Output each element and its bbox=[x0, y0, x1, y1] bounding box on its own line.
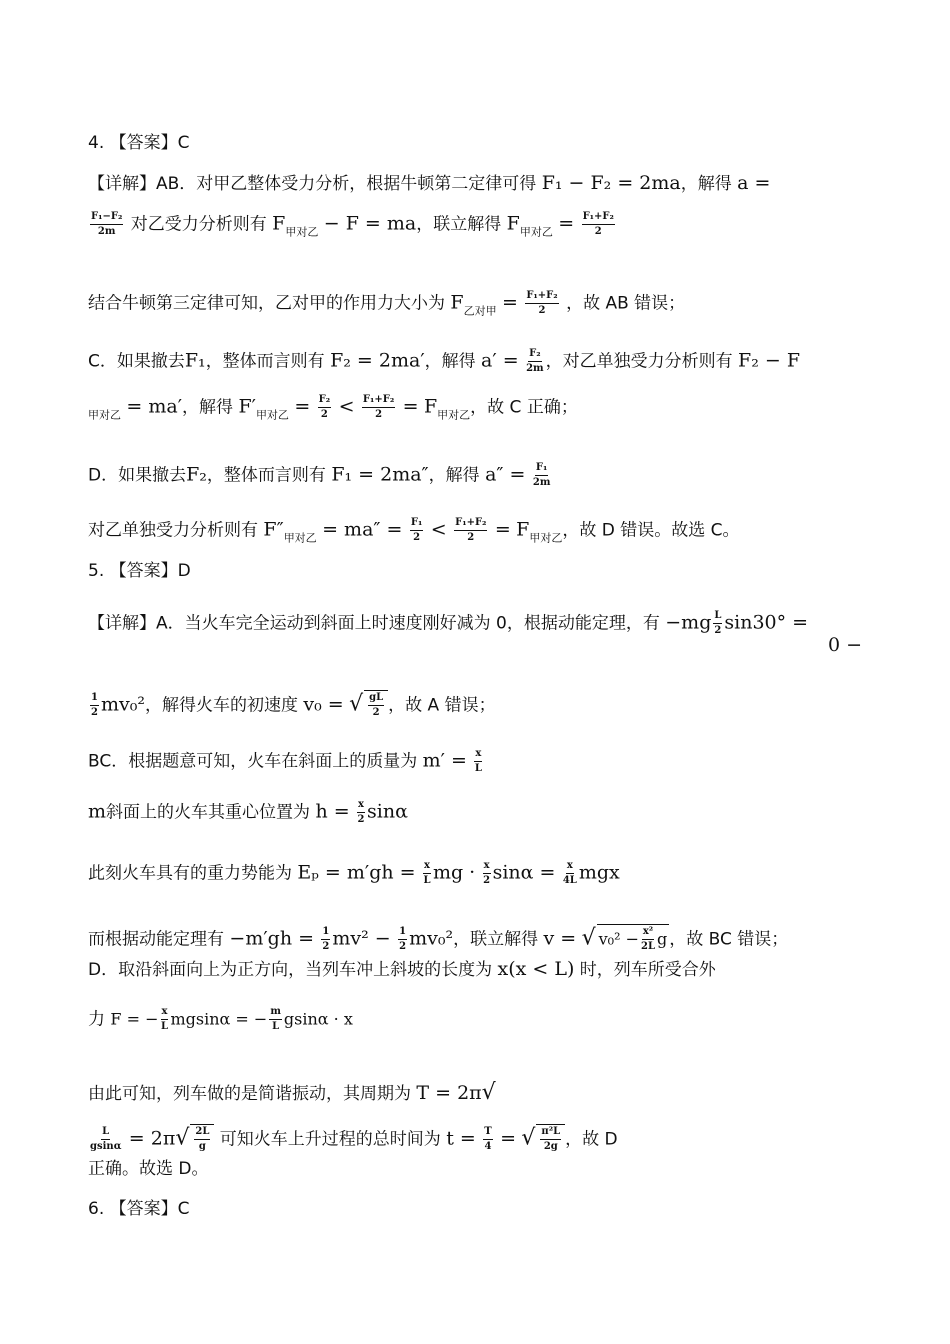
fraction: $\frac{m}{L}$ bbox=[270, 1006, 281, 1032]
fraction: $\frac{gL}{2}$ bbox=[369, 692, 384, 718]
fraction: $\frac{\text{x²}}{2L}$ bbox=[640, 926, 655, 952]
fraction: $\frac{x}{2}$ bbox=[483, 860, 491, 886]
radical: √ bbox=[349, 691, 364, 717]
q4-line-1: 【详解】AB．对甲乙整体受力分析，根据牛顿第二定律可得 F₁ − F₂ = 2ma，解得 a = bbox=[88, 172, 771, 194]
q5-line-9: 由此可知，列车做的是简谐振动，其周期为 T = 2π√ bbox=[88, 1080, 496, 1105]
q5-line-3: BC．根据题意可知，火车在斜面上的质量为 m′ = $\frac{x}{L}$ bbox=[88, 748, 482, 774]
q5-line-5: 此刻火车具有的重力势能为 Eₚ = m′gh = $\frac{x}{L}$ mg · $\frac{x}{2}$ sinα = $\frac{x}{4L}$ mgx bbox=[88, 860, 620, 886]
q6-heading: 6. 【答案】C bbox=[88, 1199, 190, 1219]
fraction: $\frac{\text{F₁+F₂}}{2}$ bbox=[526, 290, 558, 316]
fraction: $\frac{\text{F₁}}{2m}$ bbox=[532, 462, 551, 488]
fraction: $\frac{\text{F₁}}{2}$ bbox=[410, 517, 423, 543]
fraction: $\frac{x}{L}$ bbox=[474, 748, 482, 774]
fraction: $\frac{\text{π²L}}{2g}$ bbox=[541, 1126, 561, 1152]
fraction: $\frac{1}{2}$ bbox=[399, 926, 407, 952]
fraction: $\frac{\text{F₂}}{2}$ bbox=[318, 394, 331, 420]
fraction: $\frac{x}{2}$ bbox=[357, 799, 365, 825]
fraction: $\frac{\text{F₁+F₂}}{2}$ bbox=[362, 394, 395, 420]
q5-line-10: $\frac{L}{gsin\alpha}$ = 2π√ $\frac{2L}{g}$ 可知火车上升过程的总时间为 t = $\frac{T}{4}$ = √ $\frac{\text{π²L}}{2g}$ ，故 D bbox=[90, 1125, 618, 1152]
q4-line-5: $_{甲对乙}$ = ma′，解得 $F'_{甲对乙}$ = $\frac{\text{F₂}}{2}$ < $\frac{\text{F₁+F₂}}{2}$ = $F_{甲对乙}$，故 C 正确； bbox=[88, 394, 578, 422]
q5-heading: 5. 【答案】D bbox=[88, 561, 191, 581]
fraction: $\frac{x}{4L}$ bbox=[562, 860, 577, 886]
fraction: $\frac{\text{F₂}}{2m}$ bbox=[526, 348, 544, 374]
q5-line-1b: 0 − bbox=[828, 634, 863, 656]
fraction: $\frac{x}{L}$ bbox=[160, 1006, 168, 1032]
fraction: $\frac{2L}{g}$ bbox=[195, 1126, 210, 1152]
fraction: $\frac{\text{F₁+F₂}}{2}$ bbox=[582, 211, 614, 237]
radical: √ bbox=[521, 1125, 536, 1151]
q5-line-4: m斜面上的火车其重心位置为 h = $\frac{x}{2}$ sinα bbox=[88, 799, 408, 825]
fraction: $\frac{1}{2}$ bbox=[322, 926, 330, 952]
q4-line-4: C．如果撤去F₁，整体而言则有 F₂ = 2ma′，解得 a′ = $\frac{\text{F₂}}{2m}$ ，对乙单独受力分析则有 F₂ − F bbox=[88, 348, 800, 374]
radical: √ bbox=[175, 1125, 190, 1151]
fraction: $\frac{x}{L}$ bbox=[423, 860, 431, 886]
q4-line-6: D．如果撤去F₂，整体而言则有 F₁ = 2ma″，解得 a″ = $\frac{\text{F₁}}{2m}$ bbox=[88, 462, 551, 488]
radical: √ bbox=[581, 925, 596, 951]
fraction: $\frac{L}{gsin\alpha}$ bbox=[90, 1126, 122, 1152]
q4-line-3: 结合牛顿第三定律可知，乙对甲的作用力大小为 $F_{乙对甲}$ = $\frac{\text{F₁+F₂}}{2}$ ，故 AB 错误； bbox=[88, 290, 686, 318]
fraction: $\frac{T}{4}$ bbox=[484, 1126, 492, 1152]
q5-line-8: 力 F = − $\frac{x}{L}$ mgsinα = − $\frac{m}{L}$ gsinα · x bbox=[88, 1006, 353, 1032]
q4-heading: 4. 【答案】C bbox=[88, 133, 190, 153]
q5-line-2: $\frac{1}{2}$ mv₀²，解得火车的初速度 v₀ = √ $\frac{gL}{2}$ ，故 A 错误； bbox=[91, 691, 496, 718]
q5-line-7: D．取沿斜面向上为正方向，当列车冲上斜坡的长度为 x(x < L) 时，列车所受合外 bbox=[88, 958, 716, 980]
q5-line-6: 而根据动能定理有 −m′gh = $\frac{1}{2}$ mv² − $\frac{1}{2}$ mv₀²，联立解得 v = √ v₀² − $\frac{\text{x²}}{2L}$ g ，故 BC 错误； bbox=[88, 925, 789, 952]
fraction: $\frac{L}{2}$ bbox=[714, 610, 722, 636]
fraction: $\frac{\text{F₁−F₂}}{2m}$ bbox=[91, 211, 123, 237]
q4-line-2: $\frac{\text{F₁−F₂}}{2m}$ 对乙受力分析则有 $F_{甲对乙} - F$ = ma，联立解得 $F_{甲对乙}$ = $\frac{\text{F₁+F₂}}{2}$ bbox=[91, 211, 614, 239]
q4-line-7: 对乙单独受力分析则有 $F''_{甲对乙} = ma''$ = $\frac{\text{F₁}}{2}$ < $\frac{\text{F₁+F₂}}{2}$ = $F_{甲对乙}$，故 D 错误。故选 C。 bbox=[88, 517, 740, 545]
q5-line-1: 【详解】A．当火车完全运动到斜面上时速度刚好减为 0，根据动能定理，有 −mg $\frac{L}{2}$ sin30° = bbox=[88, 610, 809, 636]
fraction: $\frac{\text{F₁+F₂}}{2}$ bbox=[455, 517, 487, 543]
radical: √ bbox=[481, 1080, 496, 1105]
fraction: $\frac{1}{2}$ bbox=[91, 692, 98, 718]
q5-line-11: 正确。故选 D。 bbox=[88, 1159, 209, 1179]
